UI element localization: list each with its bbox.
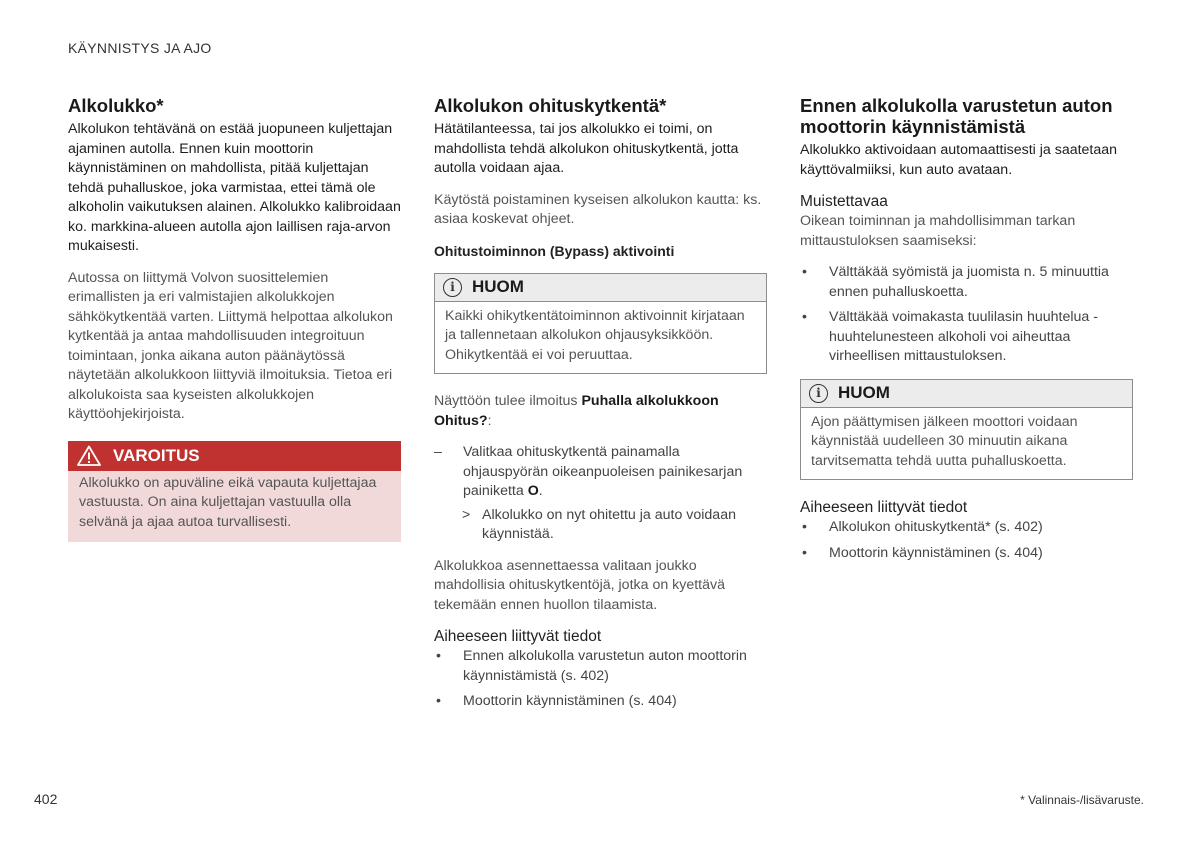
- info-icon: i: [443, 278, 462, 297]
- info-icon: i: [809, 384, 828, 403]
- note-header: [435, 274, 766, 302]
- list-item: • Välttäkää syömistä ja juomista n. 5 minuuttia ennen puhalluskoetta.: [802, 264, 1109, 300]
- step-result: [434, 506, 767, 545]
- note-title: HUOM: [472, 277, 524, 296]
- display-prefix: Näyttöön tulee ilmoitus: [434, 393, 582, 409]
- page-number: 402: [34, 791, 58, 807]
- warning-header: [68, 441, 401, 471]
- paragraph: Käytöstä poistaminen kyseisen alkolukon kautta: ks. asiaa koskevat ohjeet.: [434, 191, 762, 227]
- bullet: •: [802, 309, 807, 325]
- section-title-bypass: Alkolukon ohituskytkentä*: [434, 95, 667, 116]
- related-info-title: Aiheeseen liittyvät tiedot: [800, 499, 968, 516]
- related-link[interactable]: • Moottorin käynnistäminen (s. 404): [800, 544, 1133, 564]
- display-message-paragraph: [434, 392, 767, 431]
- step-end: .: [538, 483, 543, 499]
- paragraph: Hätätilanteessa, tai jos alkolukko ei toimi, on mahdollista tehdä alkolukon ohituskytkentä, jotta autolla voidaan ajaa.: [434, 121, 739, 176]
- section-title-alcolock: Alkolukko*: [68, 95, 164, 116]
- footnote: * Valinnais-/lisävaruste.: [1020, 793, 1144, 807]
- list-item: • Välttäkää voimakasta tuulilasin huuhtelua - huuhtelunesteen alkoholi voi aiheuttaa virheellisen mittaustuloksen.: [802, 309, 1098, 364]
- bullet: •: [436, 693, 441, 709]
- paragraph: Autossa on liittymä Volvon suosittelemien erimallisten ja eri valmistajien alkolukkojen sähkökytkentää varten. Liittymä helpottaa alkolukon kytkentää ja antaa mahdollisuuden integroituun toimintaan, jonka aikana auton päänäytössä näytetään alkolukkoon liittyviä ilmoituksia. Tietoa eri alkolukoista saa kyseisten alkolukkojen käyttöohjekirjoista.: [68, 269, 393, 422]
- related-list: [800, 518, 1133, 563]
- note-text: Kaikki ohikytkentätoiminnon aktivoinnit kirjataan ja tallennetaan alkolukon ohjausyksikköön. Ohikytkentää ei voi peruuttaa.: [445, 307, 745, 363]
- paragraph: Alkolukon tehtävänä on estää juopuneen kuljettajan ajaminen autolla. Ennen kuin moottorin käynnistäminen on mahdollista, pitää kuljettajan tehdä puhalluskoe, joka varmistaa, ettei tämä ole alkoholin vaikutuksen alainen. Alkolukko kalibroidaan ko. markkina-alueen autolla ajon laillisen raja-arvon mukaisesti.: [68, 121, 401, 254]
- paragraph: Alkolukkoa asennettaessa valitaan joukko mahdollisia ohituskytkentöjä, jotka on kyettävä tekemään ennen huollon tilaamista.: [434, 557, 726, 613]
- warning-title: VAROITUS: [113, 445, 200, 465]
- warning-box: [68, 441, 401, 543]
- step-marker: –: [434, 444, 442, 460]
- bullet: •: [802, 264, 807, 280]
- section-title-before-start: Ennen alkolukolla varustetun auton moottorin käynnistämistä: [800, 95, 1113, 137]
- note-box: [434, 273, 767, 375]
- note-title: HUOM: [838, 383, 890, 402]
- warning-text: Alkolukko on apuväline eikä vapauta kuljettajaa vastuusta. On aina kuljettajan vastuulla olla selvänä ja ajaa autoa turvallisesti.: [79, 474, 377, 530]
- bullet: •: [802, 519, 807, 535]
- column-bypass: [434, 95, 767, 724]
- display-message: Puhalla alkolukkoon Ohitus?: [434, 393, 719, 429]
- step-button-label: O: [527, 483, 539, 499]
- note-header: [801, 380, 1132, 408]
- warning-triangle-icon: [77, 445, 101, 466]
- related-link[interactable]: • Alkolukon ohituskytkentä* (s. 402): [800, 518, 1133, 538]
- column-before-start: [800, 95, 1133, 575]
- bullet: •: [802, 544, 807, 561]
- remember-title: Muistettavaa: [800, 193, 888, 210]
- remember-intro: Oikean toiminnan ja mahdollisimman tarkan mittaustuloksen saamiseksi:: [800, 213, 1076, 249]
- paragraph: Alkolukko aktivoidaan automaattisesti ja saatetaan käyttövalmiiksi, kun auto avataan.: [800, 142, 1118, 178]
- related-link[interactable]: • Ennen alkolukolla varustetun auton moottorin käynnistämistä (s. 402): [436, 648, 747, 684]
- note-text: Ajon päättymisen jälkeen moottori voidaan käynnistää uudelleen 30 minuutin aikana tarvitsematta tehdä uutta puhalluskoetta.: [811, 413, 1078, 469]
- step-text: Valitkaa ohituskytkentä painamalla ohjauspyörän oikeanpuoleisen painikesarjan painiketta: [463, 444, 743, 499]
- chapter-title: KÄYNNISTYS JA AJO: [68, 40, 212, 56]
- remember-list: [800, 263, 1133, 367]
- result-text: Alkolukko on nyt ohitettu ja auto voidaan käynnistää.: [482, 506, 736, 542]
- related-list: [434, 647, 767, 712]
- instruction-step: [434, 443, 767, 502]
- bullet: •: [436, 648, 441, 664]
- column-alcolock: [68, 95, 401, 560]
- note-box: [800, 379, 1133, 481]
- display-suffix: :: [487, 412, 492, 429]
- subheading-bypass-activation: Ohitustoiminnon (Bypass) aktivointi: [434, 242, 675, 259]
- related-info-title: Aiheeseen liittyvät tiedot: [434, 628, 602, 645]
- related-link[interactable]: • Moottorin käynnistäminen (s. 404): [434, 692, 767, 712]
- result-marker: >: [462, 506, 471, 523]
